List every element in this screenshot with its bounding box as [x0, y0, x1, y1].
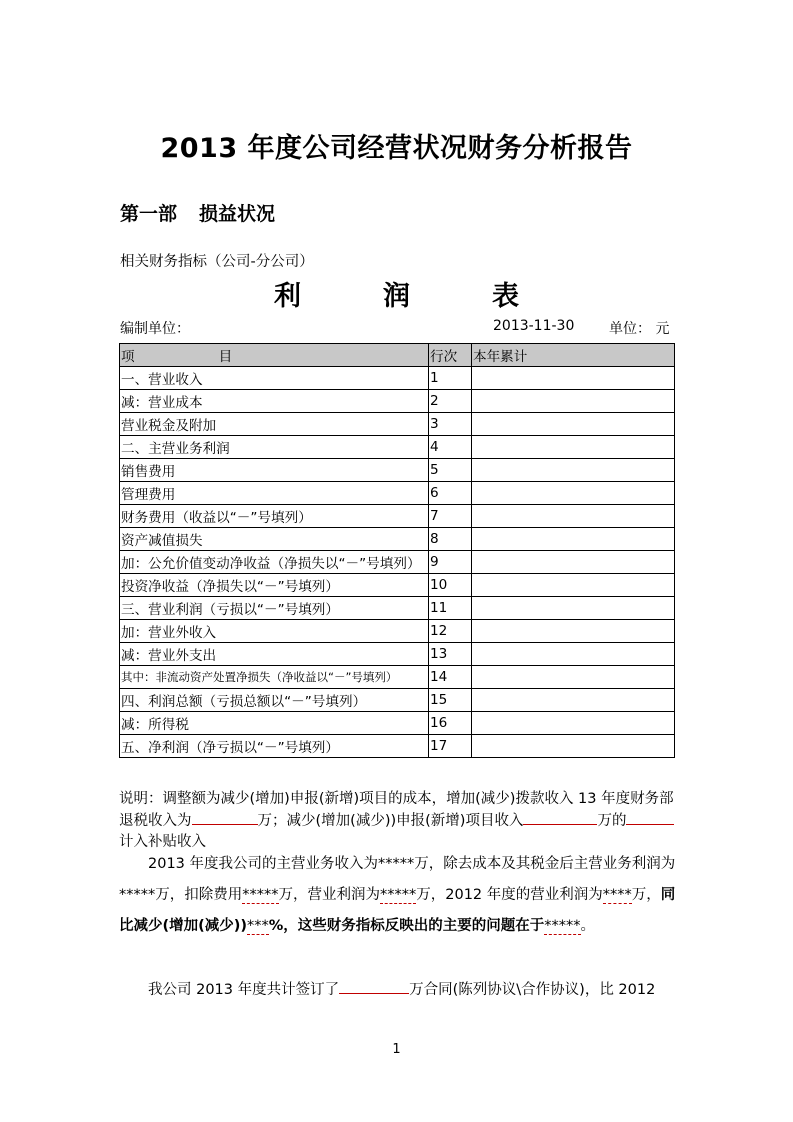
row-line-no: 11: [429, 597, 472, 620]
table-row: [120, 620, 675, 643]
row-item: 减：所得税: [120, 712, 429, 735]
table-row: [120, 712, 675, 735]
table-row: [120, 597, 675, 620]
table-row: [120, 735, 675, 758]
header-line-no: 行次: [429, 344, 472, 367]
row-ytd-value[interactable]: [472, 482, 675, 505]
row-item: 二、主营业务利润: [120, 436, 429, 459]
row-line-no: 13: [429, 643, 472, 666]
table-row: [120, 643, 675, 666]
row-ytd-value[interactable]: [472, 436, 675, 459]
row-item: 财务费用（收益以“－”号填列）: [120, 505, 429, 528]
prepared-by-label: 编制单位：: [120, 321, 190, 337]
row-ytd-value[interactable]: [472, 528, 675, 551]
table-row: [120, 390, 675, 413]
row-item: 一、营业收入: [120, 367, 429, 390]
placeholder-value: *****: [380, 887, 417, 903]
blank-field[interactable]: [339, 979, 409, 994]
row-ytd-value[interactable]: [472, 505, 675, 528]
row-item: 三、营业利润（亏损以“－”号填列）: [120, 597, 429, 620]
row-ytd-value[interactable]: [472, 735, 675, 758]
table-title-char: 润: [383, 281, 410, 312]
row-line-no: 1: [429, 367, 472, 390]
body-paragraph: 我公司 2013 年度共计签订了 万合同(陈列协议\合作协议)，比 2012: [119, 975, 679, 1006]
row-item: 投资净收益（净损失以“－”号填列）: [120, 574, 429, 597]
row-line-no: 10: [429, 574, 472, 597]
table-row: [120, 551, 675, 574]
report-date: 2013-11-30: [493, 318, 575, 334]
table-header-row: [120, 344, 675, 367]
table-row: [120, 574, 675, 597]
row-ytd-value[interactable]: [472, 413, 675, 436]
row-line-no: 15: [429, 689, 472, 712]
row-item: 五、净利润（净亏损以“－”号填列）: [120, 735, 429, 758]
row-line-no: 2: [429, 390, 472, 413]
table-row: [120, 436, 675, 459]
table-title-char: 利: [274, 281, 301, 312]
header-item: 项 目: [120, 344, 429, 367]
row-item: 营业税金及附加: [120, 413, 429, 436]
table-row: [120, 666, 675, 689]
row-ytd-value[interactable]: [472, 643, 675, 666]
table-title-char: 表: [492, 281, 519, 312]
subheading: 相关财务指标（公司-分公司）: [120, 254, 314, 270]
table-row: [120, 528, 675, 551]
currency-label: 单位：: [609, 321, 651, 337]
section-heading: [120, 199, 275, 226]
row-line-no: 6: [429, 482, 472, 505]
section-number: 第一部: [120, 203, 178, 225]
row-ytd-value[interactable]: [472, 712, 675, 735]
row-line-no: 9: [429, 551, 472, 574]
row-line-no: 14: [429, 666, 472, 689]
row-item: 加：营业外收入: [120, 620, 429, 643]
row-ytd-value[interactable]: [472, 459, 675, 482]
currency-value: 元: [655, 321, 670, 337]
table-title: [0, 274, 793, 313]
row-ytd-value[interactable]: [472, 666, 675, 689]
row-ytd-value[interactable]: [472, 689, 675, 712]
row-item: 资产减值损失: [120, 528, 429, 551]
header-ytd: 本年累计: [472, 344, 675, 367]
table-row: [120, 367, 675, 390]
placeholder-value: *****: [544, 918, 581, 934]
table-row: [120, 505, 675, 528]
row-item: 减：营业外支出: [120, 643, 429, 666]
blank-field[interactable]: [192, 810, 258, 825]
placeholder-value: ***: [247, 918, 269, 934]
section-name: 损益状况: [199, 203, 276, 225]
row-ytd-value[interactable]: [472, 390, 675, 413]
income-statement-table: [119, 343, 675, 758]
body-paragraph: 2013 年度我公司的主营业务收入为*****万，除去成本及其税金后主营业务利润为*****万，扣除费用*****万，营业利润为*****万，2012 年度的营业利润为****万，同比减少(增加(减少))***%，这些财务指标反映出的主要的问题在于*****。: [119, 856, 676, 934]
currency-unit: [609, 318, 669, 338]
row-line-no: 17: [429, 735, 472, 758]
placeholder-value: ****: [602, 887, 632, 903]
row-line-no: 3: [429, 413, 472, 436]
row-line-no: 7: [429, 505, 472, 528]
row-item: 加：公允价值变动净收益（净损失以“－”号填列）: [120, 551, 429, 574]
document-title: 2013 年度公司经营状况财务分析报告: [160, 133, 633, 164]
row-line-no: 5: [429, 459, 472, 482]
row-ytd-value[interactable]: [472, 367, 675, 390]
table-row: [120, 689, 675, 712]
row-ytd-value[interactable]: [472, 597, 675, 620]
table-row: [120, 459, 675, 482]
row-line-no: 4: [429, 436, 472, 459]
page-number: 1: [392, 1042, 401, 1057]
row-item: 四、利润总额（亏损总额以“－”号填列）: [120, 689, 429, 712]
row-ytd-value[interactable]: [472, 620, 675, 643]
table-row: [120, 413, 675, 436]
row-item: 其中：非流动资产处置净损失（净收益以“－”号填列）: [120, 666, 429, 689]
row-item: 管理费用: [120, 482, 429, 505]
explanation-note: 说明：调整额为减少(增加)申报(新增)项目的成本，增加(减少)拨款收入 13 年度财务部退税收入为 万；减少(增加(减少))申报(新增)项目收入 万的计入补贴收入: [119, 791, 674, 850]
row-line-no: 8: [429, 528, 472, 551]
row-line-no: 12: [429, 620, 472, 643]
row-ytd-value[interactable]: [472, 551, 675, 574]
row-line-no: 16: [429, 712, 472, 735]
blank-field[interactable]: [626, 810, 674, 825]
row-item: 销售费用: [120, 459, 429, 482]
row-item: 减：营业成本: [120, 390, 429, 413]
placeholder-value: *****: [242, 887, 279, 903]
blank-field[interactable]: [523, 810, 597, 825]
row-ytd-value[interactable]: [472, 574, 675, 597]
table-row: [120, 482, 675, 505]
